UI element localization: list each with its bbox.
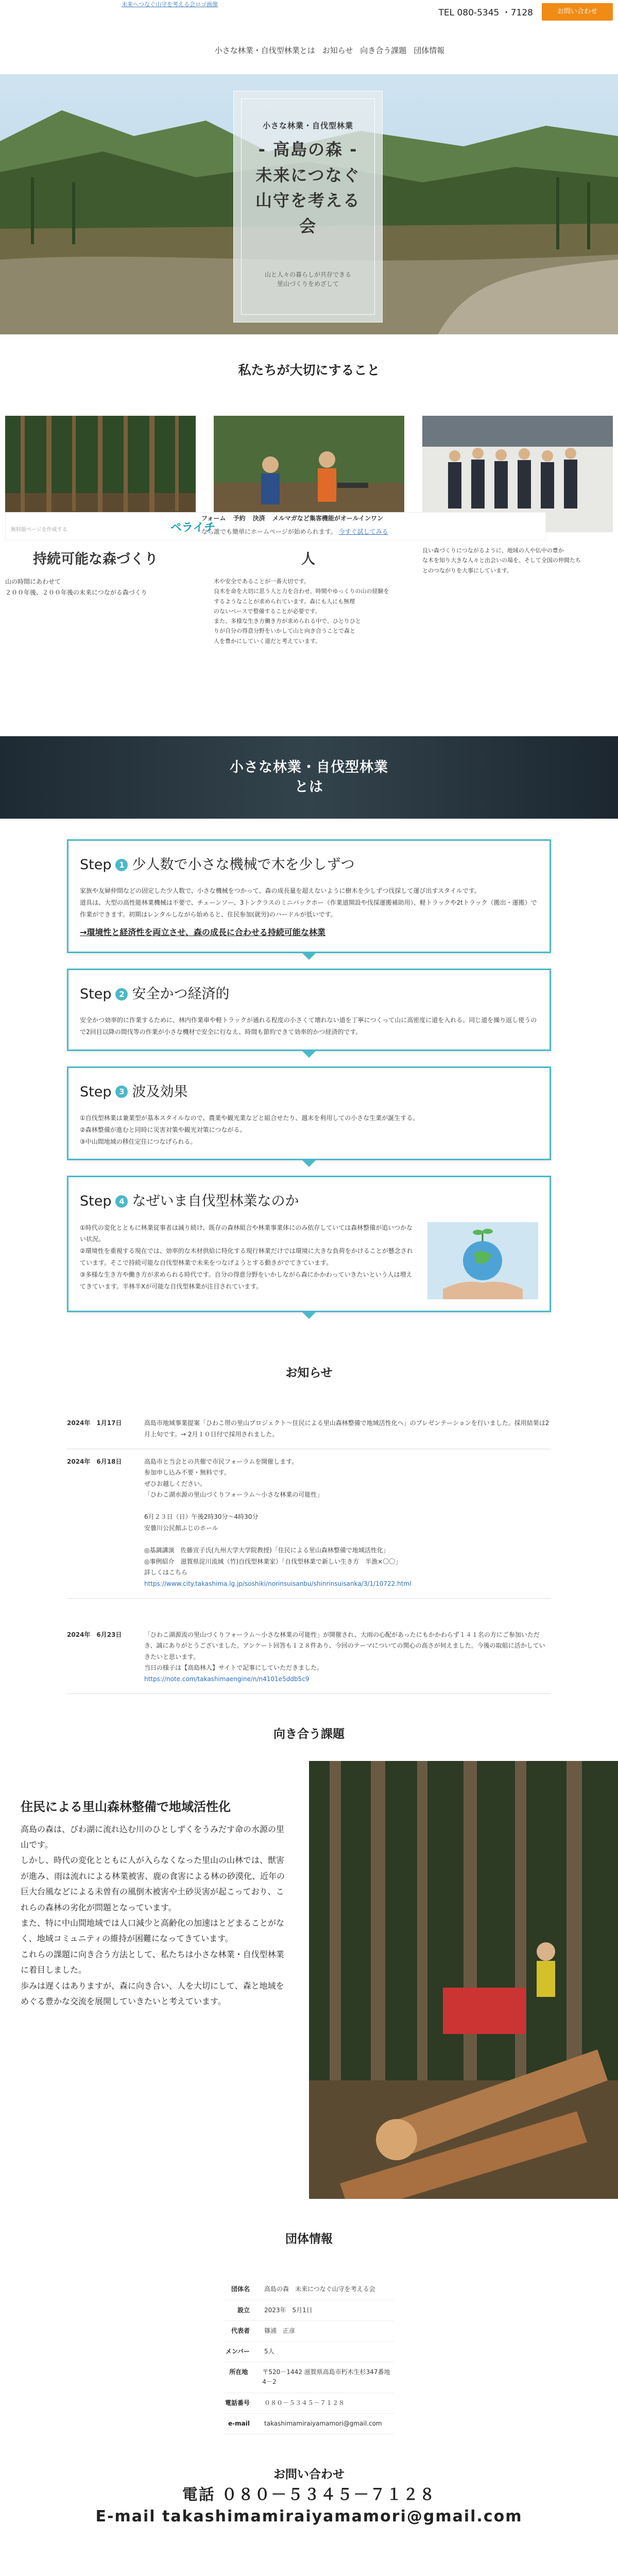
step-number-icon: 3 [115, 1086, 128, 1098]
news-list [67, 1411, 551, 1693]
contact-tel[interactable]: 電話 ０８０－５３４５－７１２８ [182, 2485, 436, 2504]
news-item [67, 1599, 551, 1694]
hero-card [233, 91, 383, 323]
step-heading: 安全かつ経済的 [132, 986, 230, 1002]
news-item [67, 1449, 551, 1599]
step-heading: なぜいま自伐型林業なのか [132, 1193, 299, 1210]
hero-description [242, 270, 374, 289]
hero-title-line1: - 高島の森 - [258, 140, 358, 159]
contact-heading: お問い合わせ [273, 2467, 345, 2481]
org-row [224, 2414, 394, 2434]
org-label: 代表者 [231, 2327, 250, 2334]
org-section [0, 2214, 618, 2434]
step-number-icon: 2 [115, 988, 128, 1001]
step-body-4 [80, 1222, 538, 1299]
org-label: 設立 [237, 2306, 250, 2314]
org-value: 〒520－1442 滋賀県高島市朽木生杉347番地4－2 [262, 2368, 390, 2386]
org-row [224, 2321, 394, 2342]
step-card-3 [67, 1066, 551, 1161]
strip-side-link[interactable]: 無料版ページを作成する [11, 527, 67, 533]
news-link[interactable]: https://www.city.takashima.lg.jp/soshiki/norinsuisanbu/shinrinsuisanka/3/1/10722.html [144, 1580, 411, 1588]
org-row [224, 2362, 394, 2393]
values-heading: 私たちが大切にすること [238, 363, 380, 378]
hero-desc-line2: 里山づくりをめざして [277, 280, 339, 288]
hero-section [0, 74, 618, 334]
banner-line1: 小さな林業・自伐型林業 [230, 759, 388, 775]
strip-features: フォーム 予約 決済 メルマガなど集客機能がオールインワン [201, 515, 384, 522]
step-text: ①自伐型林業は兼業型が基本スタイルなので、農業や観光業などと組合せたり、週末を利用しての小さな生業が誕生する。 ②森林整備が進むと同時に災害対策や観光対策につながる。 ③中山間地域の移住定住につなげられる。 [80, 1114, 419, 1145]
step-title-1 [80, 854, 538, 876]
contact-email[interactable]: E-mail takashimamiraiyamamori@gmail.com [95, 2507, 523, 2526]
hero-title-line3: 山守を考える [255, 191, 360, 211]
news-body [144, 1418, 551, 1440]
org-row [224, 2342, 394, 2362]
news-text: 高島市と当会との共催で市民フォーラムを開催します。 参加申し込み不要・無料です。 ぜひお越しください。 「ひわこ湖水源の里山づくりフォーラム〜小さな林業の可能性」 6月２３日（日）午後2時30分〜4時30分 安曇川公民館ふじのホール ◎基調講演 佐藤宣子氏(九州大学大学院教授)「住民による里山森林整備で地域活性化」 ◎事例紹介 滋賀県淀川流域（竹)自伐型林業家）「自伐型林業で新しい生き方 半漁×〇〇」 詳しくはこちら [144, 1458, 402, 1577]
org-label: 電話番号 [225, 2399, 250, 2406]
news-date: 2024年 6月18日 [67, 1458, 122, 1465]
step-body-2 [80, 1014, 538, 1038]
hero-subtitle: 小さな林業・自伐型林業 [262, 121, 353, 130]
hero-title-line2: 未来につなぐ [255, 165, 360, 185]
header-tel: TEL 080-5345 ・7128 [438, 8, 533, 18]
step-emphasis: →環境性と経済性を両立させ、森の成長に合わせる持続可能な林業 [80, 927, 325, 937]
step-text: 家族や友婦仲間などの固定した少人数で、小さな機械をつかって、森の成長量を超えないように樹木を少しずつ伐採して運び出すスタイルです。 道具は、大型の高性能林業機械は不要で、チェーンソー、3トンクラスのミニバックホー（作業道開設や伐採運搬補助用）、軽トラックや2tトラック（搬出・運搬）で作業ができます。初期はレンタルしながら始めると、住民参加(就労)のハードルが低いです。 [80, 887, 537, 918]
step-title-4 [80, 1190, 538, 1212]
news-heading: お知らせ [285, 1366, 333, 1380]
org-label: メンバー [225, 2347, 250, 2355]
nav-item-news[interactable]: お知らせ [322, 46, 353, 55]
step-heading: 少人数で小さな機械で木を少しずつ [132, 857, 355, 873]
org-row [224, 2393, 394, 2414]
org-value: 5人 [264, 2347, 274, 2355]
step-label: Step [80, 857, 112, 873]
step-label: Step [80, 1193, 112, 1210]
step-number-icon: 1 [115, 859, 128, 871]
org-value: 篠浦 正彦 [264, 2327, 296, 2334]
step-title-3 [80, 1081, 538, 1103]
org-value: ０８０－５３４５－７１２８ [264, 2399, 345, 2406]
contact-button[interactable]: お問い合わせ [542, 3, 613, 21]
step-body-1 [80, 885, 538, 940]
step-card-1 [67, 839, 551, 953]
about-banner [0, 736, 618, 819]
site-logo-link[interactable]: 未来へつなぐ山守を考える会ロゴ画像 [122, 1, 218, 8]
contact-section [0, 2434, 618, 2576]
strip-brand-logo[interactable]: ペライチ [170, 521, 216, 534]
org-label: e-mail [228, 2419, 250, 2427]
challenge-title: 住民による里山森林整備で地域活性化 [21, 1799, 231, 1814]
news-body [144, 1456, 411, 1590]
org-heading: 団体情報 [285, 2232, 333, 2246]
logging-forest-image [309, 1761, 618, 2199]
step-label: Step [80, 1083, 112, 1100]
step-card-2 [67, 969, 551, 1051]
nav-item-org[interactable]: 団体情報 [414, 46, 445, 55]
step-body-3 [80, 1112, 538, 1147]
values-section [0, 334, 618, 736]
org-label: 団体名 [231, 2285, 250, 2293]
nav-item-challenge[interactable]: 向き合う課題 [360, 46, 407, 55]
step-heading: 波及効果 [132, 1083, 188, 1100]
news-text: 高島市地域事業提案「ひわこ帯の里山プロジェクト〜住民による里山森林整備で地域活性化へ」のプレゼンテーションを行いました。採用結果は2月上旬です。→ 2月１０日付で採用されました。 [144, 1419, 550, 1438]
value-text-2: 木や安全であることが一番大切です。 良木を命を大切に思う人と力を合わせ、時間やゆっくりの山の経験を するようなことが求められています。森にも人にも無理 のないペースで整備することが必要です。 また、多様な生き方働き方が求められる中で、ひとりひと りが自分の得意分野をいかして山と向き合うことで森と 人を豊かにしていく道だと考えています。 [214, 578, 389, 645]
step-number-icon: 4 [115, 1195, 128, 1208]
challenge-heading: 向き合う課題 [273, 1727, 345, 1741]
steps-section [0, 819, 618, 1343]
value-title-1: 持続可能な森づくり [33, 551, 158, 567]
news-date: 2024年 1月17日 [67, 1419, 122, 1427]
news-date: 2024年 6月23日 [67, 1631, 122, 1638]
strip-try-link[interactable]: 今すぐ試してみる [338, 528, 388, 535]
hands-plant-image [427, 1222, 538, 1299]
news-item [67, 1411, 551, 1449]
main-nav [0, 23, 618, 74]
strip-tagline-text: なら誰でも簡単にホームページが始められます。 [201, 528, 337, 535]
step-card-4 [67, 1176, 551, 1312]
value-title-2: 人 [301, 551, 315, 567]
banner-line2: とは [295, 778, 323, 795]
challenge-section [0, 1694, 618, 2214]
org-label: 所在地 [229, 2368, 248, 2376]
hero-title [242, 137, 374, 239]
org-table [224, 2279, 394, 2434]
news-section [0, 1343, 618, 1694]
strip-tagline [201, 527, 388, 537]
step-text: 安全かつ効率的に作業するために、林内作業車や軽トラックが通れる程度の小さくて壊れない道を丁寧につくって山に高密度に道を入れる。同じ道を繰り返し使うので2回目以降の間伐等の作業が小さな機材で安全に行なえ、時間も節約できて効率的かつ経済的です。 [80, 1016, 537, 1036]
org-row [224, 2279, 394, 2300]
ad-strip [5, 512, 546, 540]
nav-item-about[interactable]: 小さな林業・自伐型林業とは [214, 46, 315, 55]
org-value: takashimamiraiyamamori@gmail.com [264, 2419, 382, 2427]
org-value: 高島の森 未来につなぐ山守を考える会 [264, 2285, 375, 2293]
value-text-3: 良い森づくりにつながるように、地域の人や仏中の豊か な木を知り大きな人々と出会いの場を、そして全国の仲間たち とのつながりを大事にしています。 [422, 547, 581, 574]
step-label: Step [80, 986, 112, 1002]
news-body [144, 1630, 551, 1685]
news-text: 「ひわこ湖源流の里山づくりフォーラム〜小さな林業の可能性」が開催され、大雨の心配があったにもかかわらず１４１名の方にご参加いただき、誠にありがとうございました。アンケート回答も１２８件あり、今回のテーマについての関心の高さが伺えました。今後の取組に活かしていきたいと思います。 当日の様子は【高島林人】サイトで記事にしていただきました。 [144, 1631, 545, 1672]
news-link[interactable]: https://note.com/takashimaengine/n/n4101e5ddb5c9 [144, 1675, 310, 1683]
value-text-1: 山の時間にあわせて ２００年後、２００年後の未来につながる森づくり [5, 578, 147, 596]
step-title-2 [80, 983, 538, 1005]
org-row [224, 2300, 394, 2321]
challenge-text: 高島の森は、びわ湖に流れ込む川のひとしずくをうみだす命の水源の里山です。 しかし、時代の変化とともに人が入らなくなった里山の山林では、獣害が進み、雨は流れによる林業被害、鹿の食害による林の砂漠化、近年の巨大台風などによる未曽有の風倒木被害や土砂災害が起こっており、これらの森林の劣化が問題となっています。 また、特に中山間地域では人口減少と高齢化の加速はとどまることがなく、地域コミュニティの維持が困難になってきています。 これらの課題に向き合う方法として、私たちは小さな林業・自伐型林業に着目しました。 歩みは遅くはありますが、森に向き合い、人を大切にして、森と地域をめぐる豊かな交流を展開していきたいと考えています。 [21, 1824, 285, 2006]
hero-desc-line1: 山と人々の暮らしが共存できる [264, 271, 351, 279]
step-text: ①時代の変化とともに林業従事者は減り続け、既存の森林組合や林業事業体にのみ依存していては森林整備が追いつかない状況。 ②環境性を重視する現在では、効率的な木材供給に特化する現行林業だけでは環境に大きな負荷をかけることが懸念されています。そこで持続可能な自伐型林業で未来をつなげようとする動きがでてきています。 ③多様な生き方や働き方が求められる時代です。自分の得意分野をいかしながら森にかかわっていきたいという人は増えてきています。半林半Xが可能な自伐型林業が注目されています。 [80, 1224, 413, 1290]
hero-title-line4: 会 [299, 216, 317, 236]
top-bar [0, 0, 618, 23]
org-value: 2023年 5月1日 [264, 2306, 313, 2314]
